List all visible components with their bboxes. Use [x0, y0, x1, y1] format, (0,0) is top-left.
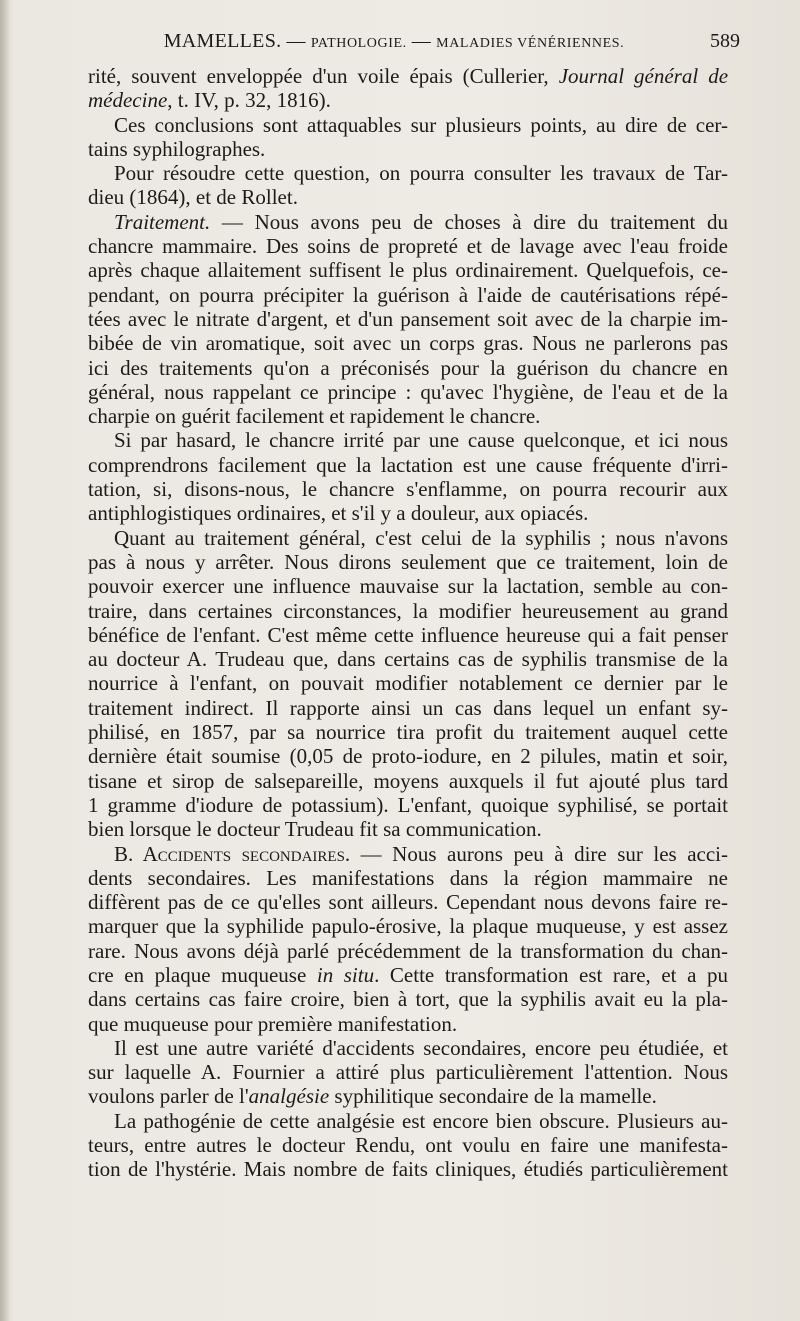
text-line	[88, 744, 728, 768]
text-segment: — Nous aurons peu à dire sur les acci-	[350, 841, 728, 866]
text-segment: voulons parler de l'	[88, 1084, 249, 1109]
text-segment: tisane et sirop de salsepareille, moyens auxquels il fut ajouté plus tard	[88, 768, 728, 793]
text-segment: comprendrons facilement que la lactation est une cause fréquente d'irri-	[88, 452, 728, 477]
text-segment: pendant, on pourra précipiter la guérison à l'aide de cautérisations répé-	[88, 282, 728, 307]
text-segment: bien lorsque le docteur Trudeau fit sa communication.	[88, 817, 542, 842]
text-line	[88, 113, 728, 137]
text-line	[88, 914, 728, 938]
italic-text: in situ	[316, 962, 375, 987]
text-segment: tées avec le nitrate d'argent, et d'un pansement soit avec de la charpie im-	[88, 306, 728, 331]
text-segment: , t. IV, p. 32, 1816).	[167, 88, 331, 113]
italic-text: analgésie	[248, 1084, 330, 1109]
text-line	[88, 671, 728, 695]
text-line	[88, 137, 728, 161]
text-line	[88, 331, 728, 355]
text-segment: dans certains cas faire croire, bien à tort, que la syphilis avait eu la pla-	[88, 987, 728, 1012]
italic-text: Journal général de	[558, 64, 729, 88]
text-line	[88, 1109, 728, 1133]
text-line	[88, 720, 728, 744]
text-line	[88, 477, 728, 501]
text-segment: teurs, entre autres le docteur Rendu, ont voulu en faire une manifesta-	[88, 1133, 728, 1158]
text-segment: tation, si, disons-nous, le chancre s'enflamme, on pourra recourir aux	[88, 477, 728, 502]
text-line	[88, 64, 728, 88]
text-segment: au docteur A. Trudeau que, dans certains cas de syphilis transmise de la	[88, 647, 728, 672]
text-segment: Pour résoudre cette question, on pourra consulter les travaux de Tar-	[114, 161, 728, 186]
text-line	[88, 1036, 728, 1060]
text-line	[88, 866, 728, 890]
text-segment: syphilitique secondaire de la mamelle.	[329, 1084, 657, 1109]
text-line	[88, 501, 728, 525]
text-line	[88, 1012, 728, 1036]
text-line	[88, 428, 728, 452]
italic-text: médecine	[88, 88, 168, 113]
binding-shadow	[0, 0, 10, 1321]
text-segment: pouvoir exercer une influence mauvaise sur la lactation, semble au con-	[88, 574, 728, 599]
body-text	[88, 64, 728, 1182]
text-segment: tion de l'hystérie. Mais nombre de faits cliniques, étudiés particulièrement	[88, 1157, 728, 1182]
text-line	[88, 1157, 728, 1181]
text-segment: chancre mammaire. Des soins de propreté et de lavage avec l'eau froide	[88, 234, 728, 259]
text-line	[88, 283, 728, 307]
text-line	[88, 258, 728, 282]
text-line	[88, 574, 728, 598]
text-line	[88, 769, 728, 793]
italic-text: Traitement.	[114, 209, 211, 234]
text-line	[88, 623, 728, 647]
text-segment: Il est une autre variété d'accidents secondaires, encore peu étudiée, et	[114, 1035, 728, 1060]
text-line	[88, 1084, 728, 1108]
text-segment: traitement indirect. Il rapporte ainsi un cas dans lequel un enfant sy-	[88, 695, 728, 720]
running-head-title: MAMELLES.	[163, 30, 282, 52]
text-segment: tains syphilographes.	[88, 136, 266, 161]
text-segment: rité, souvent enveloppée d'un voile épais (Cullerier,	[88, 64, 559, 88]
running-head-subsection: MALADIES VÉNÉRIENNES.	[436, 36, 625, 51]
text-segment: Quant au traitement général, c'est celui de la syphilis ; nous n'avons	[114, 525, 728, 550]
text-segment: sur laquelle A. Fournier a attiré plus particulièrement l'attention. Nous	[88, 1060, 728, 1085]
text-segment: rare. Nous avons déjà parlé précédemment de la transformation du chan-	[88, 938, 728, 963]
text-segment: dieu (1864), et de Rollet.	[88, 185, 298, 210]
text-line	[88, 890, 728, 914]
text-line	[88, 963, 728, 987]
text-segment: charpie on guérit facilement et rapidement le chancre.	[88, 404, 541, 429]
text-segment: traire, dans certaines circonstances, la modifier heureusement au grand	[88, 598, 728, 623]
text-line	[88, 380, 728, 404]
running-head	[88, 30, 700, 53]
text-line	[88, 453, 728, 477]
text-line	[88, 599, 728, 623]
text-segment: cre en plaque muqueuse	[88, 962, 317, 987]
text-line	[88, 185, 728, 209]
small-caps-heading: B. Accidents secondaires.	[114, 841, 351, 866]
text-line	[88, 647, 728, 671]
text-line	[88, 356, 728, 380]
text-segment: — Nous avons peu de choses à dire du traitement du	[210, 209, 728, 234]
text-segment: bibée de vin aromatique, soit avec un corps gras. Nous ne parlerons pas	[88, 331, 728, 356]
text-segment: nourrice à l'enfant, on pouvait modifier notablement ce dernier par le	[88, 671, 728, 696]
text-segment: Si par hasard, le chancre irrité par une cause quelconque, et ici nous	[114, 428, 728, 453]
text-line	[88, 1060, 728, 1084]
text-line	[88, 1133, 728, 1157]
text-line	[88, 817, 728, 841]
text-line	[88, 307, 728, 331]
page-number: 589	[710, 30, 740, 52]
text-line	[88, 987, 728, 1011]
text-segment: antiphlogistiques ordinaires, et s'il y a douleur, aux opiacés.	[88, 501, 589, 526]
text-segment: ici des traitements qu'on a préconisés pour la guérison du chancre en	[88, 355, 728, 380]
text-line	[88, 696, 728, 720]
text-segment: général, nous rappelant ce principe : qu'avec l'hygiène, de l'eau et de la	[88, 379, 728, 404]
text-segment: Ces conclusions sont attaquables sur plusieurs points, au dire de cer-	[114, 112, 728, 137]
text-line	[88, 526, 728, 550]
text-segment: dents secondaires. Les manifestations dans la région mammaire ne	[88, 865, 728, 890]
text-segment: après chaque allaitement suffisent le plus ordinairement. Quelquefois, ce-	[88, 258, 728, 283]
text-line	[88, 842, 728, 866]
text-line	[88, 234, 728, 258]
text-line	[88, 550, 728, 574]
text-segment: . Cette transformation est rare, et a pu	[374, 962, 728, 987]
running-head-dash: —	[281, 31, 311, 52]
text-line	[88, 88, 728, 112]
text-line	[88, 939, 728, 963]
running-head-dash: —	[406, 31, 437, 52]
text-segment: dernière était soumise (0,05 de proto-iodure, en 2 pilules, matin et soir,	[88, 744, 728, 769]
text-segment: diffèrent pas de ce qu'elles sont ailleurs. Cependant nous devons faire re-	[88, 890, 728, 915]
page-header	[88, 30, 740, 60]
text-segment: marquer que la syphilide papulo-érosive, la plaque muqueuse, y est assez	[88, 914, 728, 939]
text-segment: bénéfice de l'enfant. C'est même cette influence heureuse qui a fait penser	[88, 622, 728, 647]
text-segment: La pathogénie de cette analgésie est encore bien obscure. Plusieurs au-	[114, 1108, 728, 1133]
text-segment: pas à nous y arrêter. Nous dirons seulement que ce traitement, loin de	[88, 549, 728, 574]
text-line	[88, 404, 728, 428]
text-line	[88, 793, 728, 817]
text-segment: philisé, en 1857, par sa nourrice tira profit du traitement auquel cette	[88, 720, 728, 745]
text-line	[88, 161, 728, 185]
running-head-section: PATHOLOGIE.	[310, 36, 407, 51]
text-segment: 1 gramme d'iodure de potassium). L'enfant, quoique syphilisé, se portait	[88, 792, 728, 817]
text-line	[88, 210, 728, 234]
text-segment: que muqueuse pour première manifestation.	[88, 1011, 458, 1036]
